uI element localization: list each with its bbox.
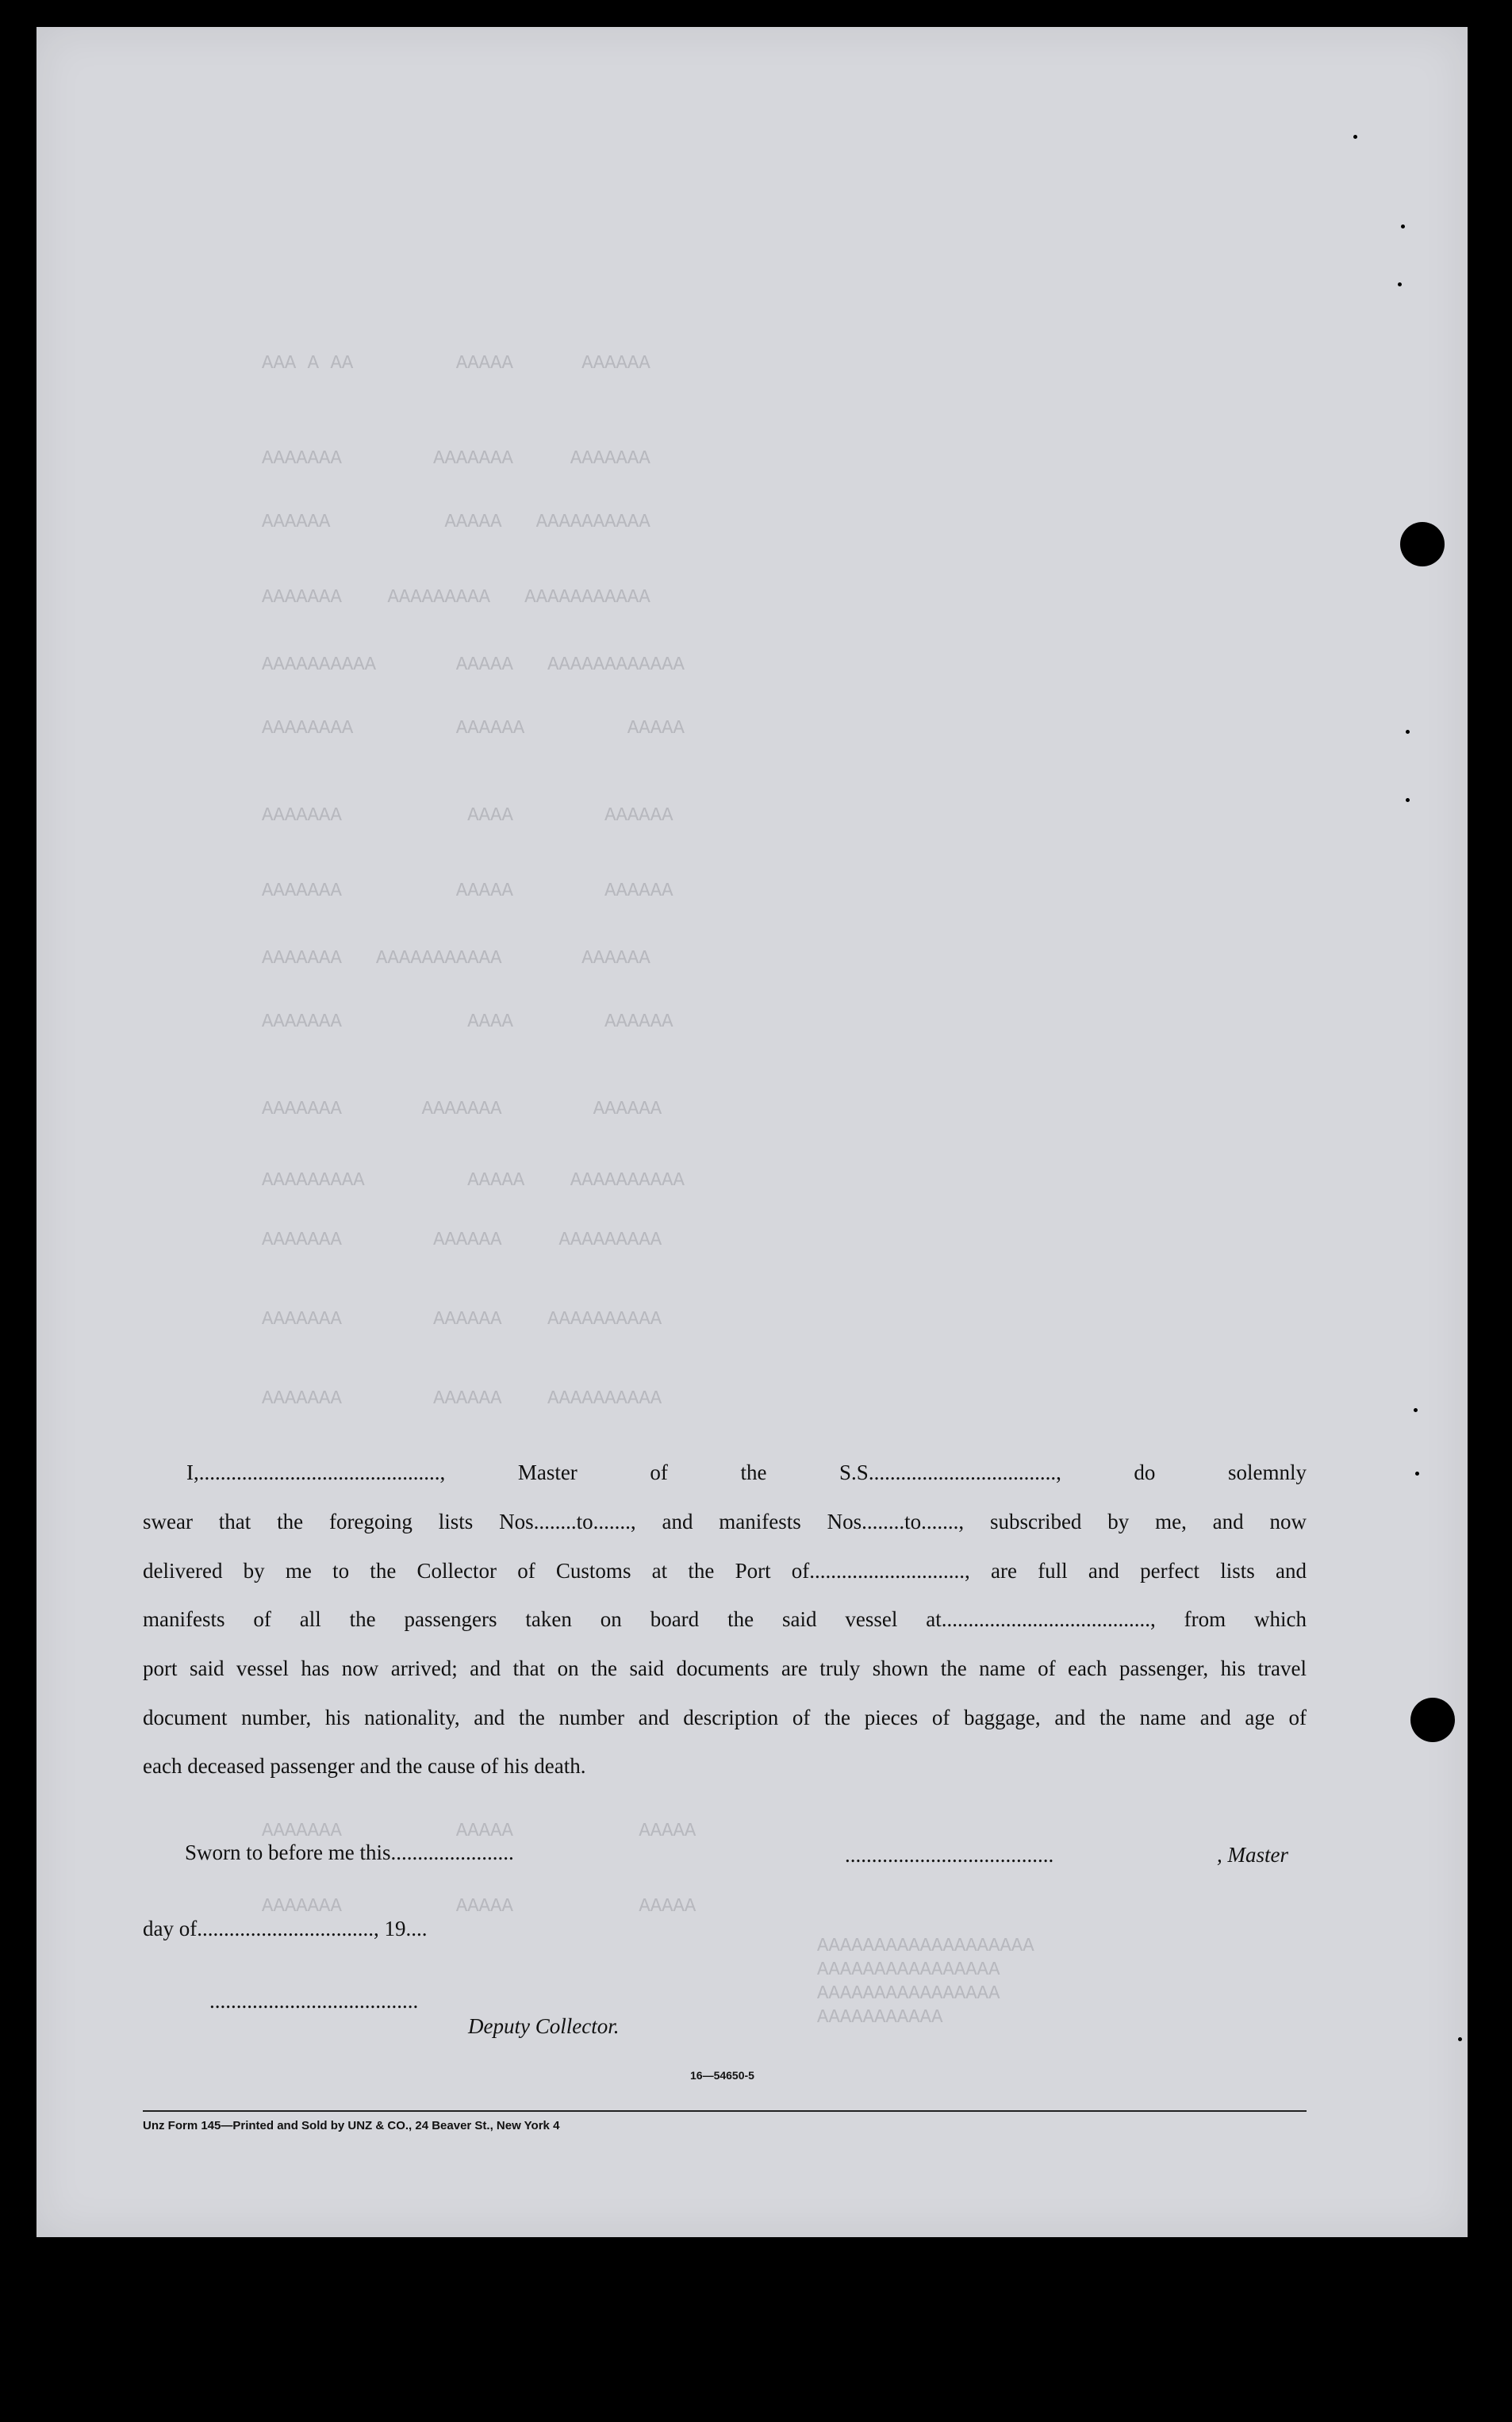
punch-hole bbox=[1410, 1698, 1455, 1742]
bleed-through-stamp: AAAAAAAAAAAAAAAA bbox=[817, 1983, 1000, 2005]
dust-speck bbox=[1415, 1472, 1419, 1476]
bleed-through-text: AAAAAAAAAAA AAAAAAAAA AAAAAAA bbox=[262, 587, 650, 608]
oath-line: port said vessel has now arrived; and that on the said documents are truly shown the name of each passenger, his travel bbox=[143, 1656, 1307, 1680]
master-signature-line: ....................................... bbox=[845, 1843, 1054, 1867]
dust-speck bbox=[1398, 282, 1402, 286]
deputy-signature-line: ....................................... bbox=[209, 1989, 419, 2013]
dust-speck bbox=[1406, 798, 1410, 802]
oath-line: manifests of all the passengers taken on board the said vessel at......................................., from which bbox=[143, 1607, 1307, 1631]
bleed-through-text: AAAAA AAAAA AAAAAAA bbox=[262, 1896, 697, 1917]
bleed-through-text: AAAAAA AAAA AAAAAAA bbox=[262, 1011, 673, 1033]
printer-footer: Unz Form 145—Printed and Sold by UNZ & CO., 24 Beaver St., New York 4 bbox=[143, 2119, 560, 2132]
document-page bbox=[36, 27, 1468, 2237]
bleed-through-text: AAAAAAAAAAAA AAAAA AAAAAAAAAA bbox=[262, 654, 685, 676]
dust-speck bbox=[1414, 1408, 1418, 1412]
bleed-through-text: AAAAAAAAAA AAAAAA AAAAAAA bbox=[262, 1388, 662, 1410]
day-of-line: day of................................., 19.... bbox=[143, 1917, 428, 1940]
bleed-through-stamp: AAAAAAAAAAAAAAAA bbox=[817, 1959, 1000, 1981]
bleed-through-text: AAAAAA AAAA AAAAAAA bbox=[262, 805, 673, 827]
bleed-through-text: AAAAAA AAAAA AAAAAAA bbox=[262, 881, 673, 902]
dust-speck bbox=[1353, 135, 1357, 139]
bleed-through-text: AAAAAAAAA AAAAAA AAAAAAA bbox=[262, 1230, 662, 1251]
oath-line: document number, his nationality, and the number and description of the pieces of baggage, and the name and age of bbox=[143, 1706, 1307, 1729]
bleed-through-text: AAAAA AAAAAA AAAAAAAA bbox=[262, 718, 685, 739]
oath-line: I,............................................., Master of the S.S..................................., do solemnly bbox=[186, 1460, 1307, 1484]
bleed-through-text: AAAAAAAAAA AAAAA AAAAAAAAA bbox=[262, 1170, 685, 1192]
bleed-through-text: AAAAA AAAAA AAAAAAA bbox=[262, 1821, 697, 1842]
bleed-through-text: AAAAAAA AAAAAAA AAAAAAA bbox=[262, 448, 650, 470]
bleed-through-text: AAAAAA AAAAAAAAAAA AAAAAAA bbox=[262, 948, 650, 969]
sworn-before-line: Sworn to before me this....................... bbox=[185, 1840, 514, 1864]
punch-hole bbox=[1400, 522, 1445, 566]
bleed-through-text: AAAAAAAAAA AAAAA AAAAAA bbox=[262, 512, 650, 533]
footer-rule bbox=[143, 2110, 1307, 2112]
oath-line: each deceased passenger and the cause of his death. bbox=[143, 1754, 586, 1778]
bleed-through-text: AAAAAA AAAAAAA AAAAAAA bbox=[262, 1099, 662, 1120]
dust-speck bbox=[1401, 225, 1405, 228]
oath-line: delivered by me to the Collector of Customs at the Port of............................., are full and perfect lists and bbox=[143, 1559, 1307, 1583]
deputy-collector-label: Deputy Collector. bbox=[468, 2014, 620, 2038]
bleed-through-text: AAAAAAAAAA AAAAAA AAAAAAA bbox=[262, 1309, 662, 1330]
bleed-through-text: AAAAAA AAAAA AA A AAA bbox=[262, 353, 650, 374]
bleed-through-stamp: AAAAAAAAAAA bbox=[817, 2007, 943, 2029]
master-label: , Master bbox=[1217, 1843, 1288, 1867]
dust-speck bbox=[1406, 730, 1410, 734]
form-code: 16—54650-5 bbox=[690, 2069, 754, 2082]
oath-line: swear that the foregoing lists Nos........to......., and manifests Nos........to......., subscribed by me, and now bbox=[143, 1510, 1307, 1533]
bleed-through-stamp: AAAAAAAAAAAAAAAAAAA bbox=[817, 1936, 1034, 1957]
dust-speck bbox=[1458, 2037, 1462, 2041]
